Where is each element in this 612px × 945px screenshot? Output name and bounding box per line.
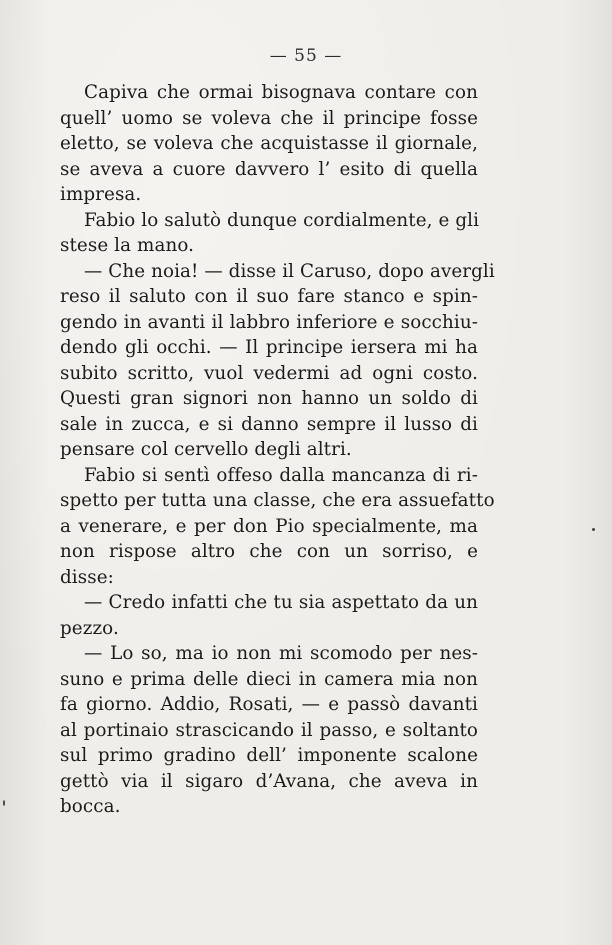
text-line: Fabio lo salutò dunque cordialmente, e gli bbox=[84, 209, 480, 231]
text-line: disse: bbox=[60, 566, 114, 588]
text-line: Capiva che ormai bisognava contare con bbox=[84, 82, 478, 103]
text-line: gettò via il sigaro d’Avana, che aveva in bbox=[60, 770, 478, 792]
text-line: impresa. bbox=[60, 184, 142, 205]
ink-speck bbox=[592, 528, 595, 531]
text-line: fa giorno. Addio, Rosati, — e passò davanti bbox=[60, 694, 478, 715]
text-line: sale in zucca, e si danno sempre il lusso di bbox=[60, 413, 478, 435]
text-line: Fabio si sentì offeso dalla mancanza di ri- bbox=[84, 464, 478, 486]
body-text bbox=[60, 80, 495, 820]
page-number: — 55 — bbox=[269, 46, 343, 66]
text-line: non rispose altro che con un sorriso, e bbox=[60, 541, 478, 562]
text-line: dendo gli occhi. — Il principe iersera mi ha bbox=[60, 337, 478, 358]
text-line: pensare col cervello degli altri. bbox=[60, 439, 352, 460]
text-line: spetto per tutta una classe, che era assuefatto bbox=[60, 490, 495, 511]
text-line: a venerare, e per don Pio specialmente, ma bbox=[60, 515, 478, 537]
text-line: — Credo infatti che tu sia aspettato da un bbox=[84, 592, 478, 613]
text-line: — Lo so, ma io non mi scomodo per nes- bbox=[84, 643, 478, 664]
text-line: subito scritto, vuol vedermi ad ogni costo. bbox=[60, 362, 478, 384]
text-line: quell’ uomo se voleva che il principe fosse bbox=[60, 107, 478, 129]
text-line: bocca. bbox=[60, 796, 121, 817]
text-line: reso il saluto con il suo fare stanco e spin- bbox=[60, 286, 478, 307]
text-line: eletto, se voleva che acquistasse il giornale, bbox=[60, 133, 478, 154]
ink-speck bbox=[3, 800, 5, 806]
text-line: al portinaio strascicando il passo, e soltanto bbox=[60, 719, 478, 741]
text-line: sul primo gradino dell’ imponente scalone bbox=[60, 745, 478, 766]
text-line: pezzo. bbox=[60, 617, 119, 639]
text-line: Questi gran signori non hanno un soldo di bbox=[60, 388, 478, 409]
text-line: — Che noia! — disse il Caruso, dopo avergli bbox=[84, 260, 495, 282]
text-line: se aveva a cuore davvero l’ esito di quella bbox=[60, 158, 478, 180]
text-line: suno e prima delle dieci in camera mia non bbox=[60, 668, 478, 690]
text-line: stese la mano. bbox=[60, 235, 195, 256]
text-line: gendo in avanti il labbro inferiore e socchiu- bbox=[60, 311, 478, 333]
